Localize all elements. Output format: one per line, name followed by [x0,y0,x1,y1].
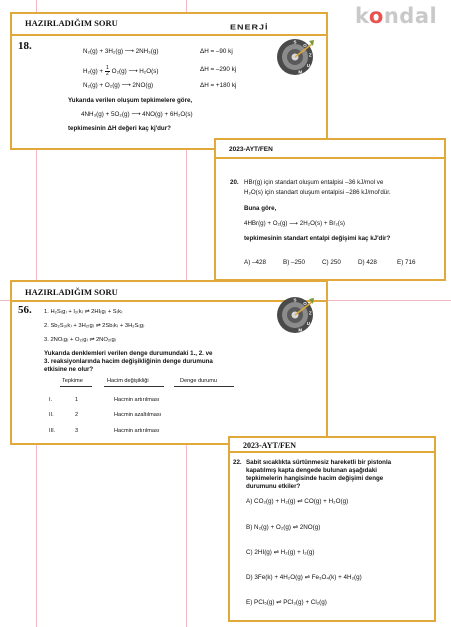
target-badge-icon [276,38,314,76]
question-prompt: tepkimesinin ΔH değeri kaç kj'dur? [68,125,171,132]
equation-1: N₂(g) + 3H₂(g) ⟶ 2NH₃(g) [83,48,159,55]
header-underline [60,386,92,387]
answer-option[interactable]: C) 2HI(g) ⇌ H₂(g) + I₂(g) [246,549,315,556]
question-text: etkisine ne olur? [44,366,94,373]
badge-letter: Z [308,52,312,58]
table-header: Denge durumu [180,378,218,384]
answer-option[interactable]: D) 3Fe(k) + 4H₂O(g) ⇌ Fe₃O₄(k) + 4H₂(g) [246,574,362,581]
question-prompt: tepkimesinin standart entalpi değişimi kaç kJ'dir? [244,235,391,242]
question-number: 22. [233,459,242,466]
header-underline [104,386,164,387]
answer-option[interactable]: D) 428 [358,259,377,266]
header-divider [216,157,444,159]
reaction-3: 3. 2NO₍g₎ + O₂₍g₎ ⇌ 2NO₂₍g₎ [44,337,117,343]
question-text: HBr(g) için standart oluşum entalpisi –36 kJ/mol ve [244,179,384,186]
question-text: Yukarıda denklemleri verilen denge durumundaki 1., 2. ve [44,350,213,357]
question-header: 2023-AYT/FEN [243,441,297,450]
badge-letter: O [303,301,307,307]
question-header: HAZIRLADIĞIM SORU [25,18,118,28]
question-text: Sabit sıcaklıkta sürtünmesiz hareketli bir pistonla [246,459,392,466]
question-number: 20. [230,179,239,186]
question-card-22 [228,436,436,622]
reaction-2: 2. Sb₂S₃₍k₎ + 3H₂₍g₎ ⇌ 2Sb₍k₎ + 3H₂S₍g₎ [44,323,145,329]
question-header: 2023-AYT/FEN [229,146,273,153]
answer-option[interactable]: E) PCl₅(g) ⇌ PCl₃(g) + Cl₂(g) [246,599,327,606]
table-header: Tepkime [62,378,83,384]
target-badge-icon [276,296,314,334]
question-header: HAZIRLADIĞIM SORU [25,287,118,297]
badge-letter: S [293,297,297,303]
header-underline [174,386,234,387]
row-change: Hacmin azaltılması [114,412,162,418]
background-title: ENERJİ [230,23,269,31]
badge-letter: S [293,39,297,45]
question-number: 56. [18,304,32,316]
target-equation: 4NH₃(g) + 5O₂(g) ⟶ 4NO(g) + 6H₂O(s) [81,111,193,118]
enthalpy-2: ΔH = –290 kj [200,66,237,73]
equation-3: N₂(g) + O₂(g) ⟶ 2NO(g) [83,82,154,89]
question-card-18 [10,12,328,150]
badge-letter: M [298,327,303,333]
answer-option[interactable]: A) –428 [244,259,267,266]
target-equation: 4HBr(g) + O₂(g) ⟶ 2H₂O(s) + Br₂(s) [244,220,345,227]
question-text: kapatılmış kapta dengede bulunan aşağıdaki [246,467,378,474]
row-roman: I. [49,397,53,403]
badge-letter: Z [308,310,312,316]
answer-option[interactable]: A) CO₂(g) + H₂(g) ⇌ CO(g) + H₂O(g) [246,498,349,505]
answer-option[interactable]: B) N₂(g) + O₂(g) ⇌ 2NO(g) [246,524,321,531]
question-text: durumunu etkiler? [246,483,301,490]
row-roman: II. [49,412,54,418]
enthalpy-1: ΔH = –90 kj [200,48,233,55]
question-text: tepkimelerin hangisinde hacim değişimi denge [246,475,384,482]
question-number: 18. [18,40,32,52]
question-card-20 [214,138,446,281]
question-text: Buna göre, [244,205,277,212]
row-number: 1 [75,397,79,403]
row-change: Hacmin artırılması [114,428,160,434]
row-number: 3 [75,428,79,434]
kendal-logo: kondal [355,4,438,28]
question-text: 3. reaksiyonlarında hacim değişikliğinin denge durumuna [44,358,213,365]
header-divider [230,451,434,453]
answer-option[interactable]: E) 716 [397,259,416,266]
badge-letter: M [298,69,303,75]
badge-letter: U [306,320,311,326]
badge-letter: U [306,62,311,68]
enthalpy-3: ΔH = +180 kj [200,82,237,89]
row-number: 2 [75,412,79,418]
equation-2: $H_2(g) + \frac{1}{2} O_2(g)$ ⟶ H₂O(s) [83,65,159,77]
answer-option[interactable]: B) –250 [283,259,306,266]
badge-letter: O [303,43,307,49]
table-header: Hacim değişikliği [107,378,149,384]
answer-option[interactable]: C) 250 [322,259,341,266]
question-text: Yukarıda verilen oluşum tepkimelere göre, [68,97,193,104]
reaction-1: 1. H₂S₍g₎ + I₂₍k₎ ⇌ 2HI₍g₎ + S₍k₎ [44,309,123,315]
question-text: H₂O(s) için standart oluşum entalpisi –286 kJ/mol'dür. [244,189,391,196]
header-divider [12,34,326,36]
row-change: Hacmin artırılması [114,397,160,403]
row-roman: III. [49,428,56,434]
